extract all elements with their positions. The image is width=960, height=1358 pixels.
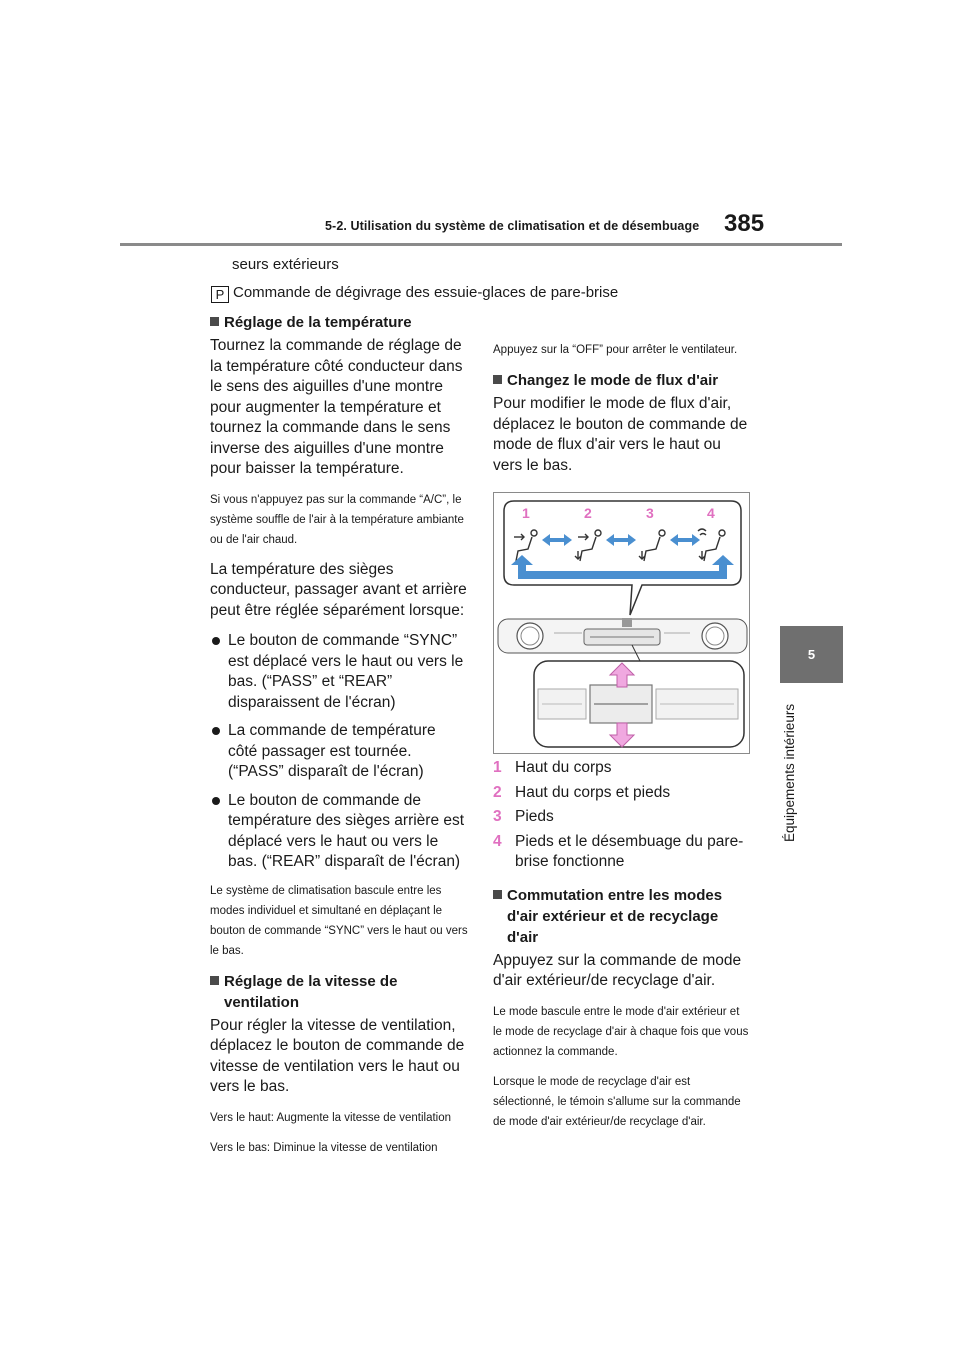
chapter-side-label: Équipements intérieurs	[782, 703, 797, 842]
fan-heading	[210, 971, 468, 1013]
fan-heading-text: Réglage de la vitesse de ventilation	[224, 972, 398, 1011]
recirc-heading	[493, 885, 751, 948]
item-text: Haut du corps et pieds	[515, 783, 671, 801]
bullet-text: Le bouton de commande “SYNC” est déplacé vers le haut ou vers le bas. (“PASS” et “REAR” disparaissent de l'écran)	[228, 632, 464, 711]
bullet-item	[210, 631, 468, 713]
chapter-side-label-wrap	[770, 692, 810, 842]
right-column	[493, 340, 751, 1142]
mode-list-item	[493, 758, 751, 779]
fan-up-note: Vers le haut: Augmente la vitesse de ventilation	[210, 1111, 452, 1124]
zoom-bubble	[534, 661, 744, 747]
recirc-note: Le mode bascule entre le mode d'air extérieur et le mode de recyclage d'air à chaque fois que vous actionnez la commande.	[493, 1005, 749, 1058]
item-number: 3	[493, 808, 502, 825]
airflow-diagram	[494, 493, 751, 755]
continued-text: seurs extérieurs	[232, 256, 339, 273]
page-number: 385	[724, 210, 765, 237]
heading-square-icon	[210, 317, 219, 326]
bullet-icon	[212, 727, 220, 735]
airflow-mode-figure	[493, 492, 750, 754]
item-p-letter: P	[211, 286, 229, 303]
recirc-heading-text: Commutation entre les modes d'air extérieur et de recyclage d'air	[507, 886, 723, 946]
item-p-line	[211, 284, 618, 303]
heading-square-icon	[493, 375, 502, 384]
heading-square-icon	[493, 890, 502, 899]
off-note: Appuyez sur la “OFF” pour arrêter le ventilateur.	[493, 344, 738, 356]
header-divider	[120, 243, 842, 246]
sync-note: Le système de climatisation bascule entre les modes individuel et simultané en déplaçant le bouton de commande “SYNC” vers le haut ou vers le bas.	[210, 884, 468, 957]
recirc-note: Lorsque le mode de recyclage d'air est sélectionné, le témoin s'allume sur la commande de mode d'air extérieur/de recyclage d'air.	[493, 1075, 741, 1128]
figure-number: 3	[646, 505, 654, 521]
bullet-item	[210, 791, 468, 873]
left-column	[210, 312, 468, 1168]
mode-heading-text: Changez le mode de flux d'air	[507, 372, 719, 389]
fan-down-note: Vers le bas: Diminue la vitesse de ventilation	[210, 1141, 438, 1154]
figure-number: 1	[522, 505, 530, 521]
item-text: Pieds et le désembuage du pare-brise fonctionne	[515, 832, 744, 870]
fan-body: Pour régler la vitesse de ventilation, déplacez le bouton de commande de vitesse de ventilation vers le haut ou vers le bas.	[210, 1016, 465, 1095]
callout-bubble	[504, 501, 741, 615]
control-panel	[498, 618, 747, 653]
mode-body: Pour modifier le mode de flux d'air, déplacez le bouton de commande de mode de flux d'air vers le haut ou vers le bas.	[493, 395, 748, 474]
figure-number: 4	[707, 505, 715, 521]
bullet-icon	[212, 797, 220, 805]
item-p-text: Commande de dégivrage des essuie-glaces de pare-brise	[233, 284, 619, 301]
mode-list-item	[493, 807, 751, 828]
mode-list-item	[493, 783, 751, 804]
item-number: 4	[493, 832, 502, 850]
temp-note: Si vous n'appuyez pas sur la commande “A/C”, le système souffle de l'air à la température ambiante ou de l'air chaud.	[210, 493, 464, 546]
bullet-text: Le bouton de commande de température des sièges arrière est déplacé vers le haut ou vers le bas. (“REAR” disparaît de l'écran)	[228, 791, 465, 870]
bullet-text: La commande de température côté passager est tournée. (“PASS” disparaît de l'écran)	[228, 722, 436, 780]
temp-heading	[210, 312, 468, 333]
item-number: 2	[493, 783, 502, 801]
figure-number: 2	[584, 505, 592, 521]
item-text: Haut du corps	[515, 759, 612, 776]
item-text: Pieds	[515, 808, 554, 825]
mode-list-item	[493, 832, 751, 873]
bullet-item	[210, 721, 468, 783]
mode-heading	[493, 370, 751, 391]
bullet-icon	[212, 637, 220, 645]
item-number: 1	[493, 759, 502, 776]
recirc-body: Appuyez sur la commande de mode d'air extérieur/de recyclage d'air.	[493, 951, 742, 989]
temp-heading-text: Réglage de la température	[224, 314, 412, 331]
temp-body: Tournez la commande de réglage de la température côté conducteur dans le sens des aiguilles d'une montre pour augmenter la température et tournez la commande dans le sens inverse des aiguilles d'une montre pour baisser la température.	[210, 337, 463, 477]
chapter-tab: 5	[780, 626, 843, 683]
seats-body: La température des sièges conducteur, passager avant et arrière peut être réglée séparément lorsque:	[210, 560, 467, 619]
section-header: 5-2. Utilisation du système de climatisation et de désembuage	[325, 219, 700, 233]
heading-square-icon	[210, 976, 219, 985]
